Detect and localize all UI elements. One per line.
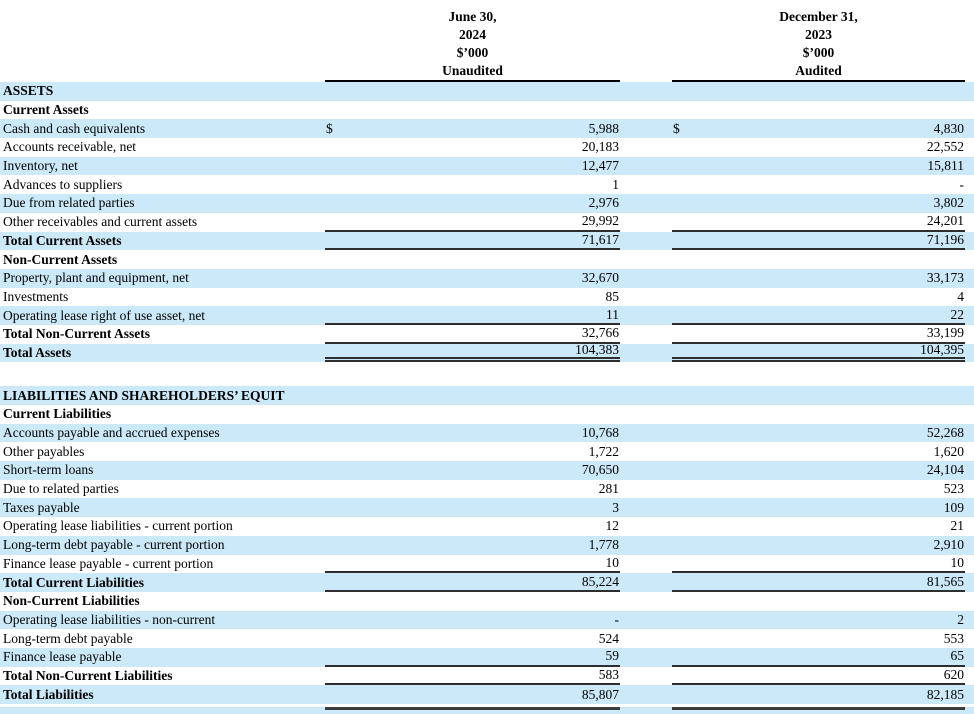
table-row: [0, 555, 974, 574]
value-jun-2024: 583: [598, 666, 619, 682]
table-row: [0, 517, 974, 536]
amount-cell-dec-2023: [672, 250, 965, 269]
table-row: [0, 325, 974, 344]
amount-cell-jun-2024: [325, 386, 620, 405]
amount-cell-jun-2024: [325, 344, 620, 363]
right-margin: [965, 386, 974, 405]
amount-cell-jun-2024: [325, 517, 620, 536]
amount-cell-jun-2024: [325, 157, 620, 176]
row-label: Due to related parties: [3, 481, 119, 497]
right-margin: [965, 592, 974, 611]
right-margin: [965, 194, 974, 213]
amount-cell-jun-2024: [325, 667, 620, 686]
value-dec-2023: 10: [950, 554, 964, 570]
value-dec-2023: 52,268: [926, 425, 964, 441]
column-gap: [620, 306, 672, 325]
column-gap: [620, 611, 672, 630]
column-gap: [620, 517, 672, 536]
row-label: LIABILITIES AND SHAREHOLDERS’ EQUIT: [3, 387, 285, 403]
value-jun-2024: 12: [605, 518, 619, 534]
column-gap: [620, 536, 672, 555]
amount-cell-dec-2023: [672, 536, 965, 555]
table-row: [0, 157, 974, 176]
table-row: [0, 119, 974, 138]
column-gap: [620, 442, 672, 461]
amount-cell-dec-2023: [672, 517, 965, 536]
value-jun-2024: 59: [605, 648, 619, 664]
amount-cell-jun-2024: [325, 629, 620, 648]
amount-cell-dec-2023: [672, 138, 965, 157]
amount-cell-jun-2024: [325, 194, 620, 213]
column-gap: [620, 119, 672, 138]
table-row: [0, 213, 974, 232]
value-dec-2023: 33,199: [926, 325, 964, 341]
value-dec-2023: 1,620: [933, 443, 964, 459]
section-header-row: [0, 250, 974, 269]
row-label: Long-term debt payable - current portion: [3, 537, 225, 553]
row-label: Total Current Liabilities: [3, 574, 145, 590]
row-label: Accounts payable and accrued expenses: [3, 425, 220, 441]
amount-cell-dec-2023: [672, 592, 965, 611]
right-margin: [965, 82, 974, 101]
row-label: Accounts receivable, net: [3, 139, 137, 155]
table-row: [0, 629, 974, 648]
table-row: [0, 667, 974, 686]
table-row: [0, 269, 974, 288]
value-jun-2024: 29,992: [581, 213, 619, 229]
amount-cell-dec-2023: [672, 707, 965, 714]
right-margin: [965, 573, 974, 592]
row-label: Total Liabilities: [3, 686, 94, 702]
table-row: [0, 232, 974, 251]
amount-cell-dec-2023: [672, 386, 965, 405]
value-dec-2023: 21: [950, 518, 964, 534]
amount-cell-jun-2024: [325, 573, 620, 592]
sliver-row: [0, 707, 974, 714]
row-label: Total Current Assets: [3, 232, 122, 248]
value-jun-2024: 10,768: [581, 425, 619, 441]
table-row: [0, 573, 974, 592]
row-label: Investments: [3, 288, 69, 304]
row-label: ASSETS: [3, 83, 54, 99]
value-jun-2024: -: [614, 611, 619, 627]
table-row: [0, 480, 974, 499]
column-gap: [620, 405, 672, 424]
table-row: [0, 685, 974, 704]
column-gap: [620, 667, 672, 686]
amount-cell-jun-2024: [325, 405, 620, 424]
column-gap: [620, 232, 672, 251]
amount-cell-dec-2023: [672, 269, 965, 288]
right-margin: [965, 498, 974, 517]
column-gap: [620, 386, 672, 405]
value-jun-2024: 32,670: [581, 270, 619, 286]
value-dec-2023: 65: [950, 648, 964, 664]
value-dec-2023: -: [959, 176, 964, 192]
amount-cell-jun-2024: [325, 175, 620, 194]
row-label: Operating lease liabilities - current portion: [3, 518, 233, 534]
table-row: [0, 461, 974, 480]
column-gap: [620, 175, 672, 194]
value-jun-2024: 70,650: [581, 462, 619, 478]
column-gap: [620, 461, 672, 480]
value-jun-2024: 5,988: [588, 120, 619, 136]
right-margin: [965, 175, 974, 194]
row-label: Total Non-Current Assets: [3, 326, 151, 342]
amount-cell-dec-2023: [672, 119, 965, 138]
amount-cell-dec-2023: [672, 461, 965, 480]
amount-cell-jun-2024: [325, 232, 620, 251]
right-margin: [965, 8, 974, 82]
table-row: [0, 442, 974, 461]
column-date: December 31,: [779, 9, 858, 24]
column-gap: [620, 8, 672, 82]
value-jun-2024: 104,383: [575, 342, 619, 358]
value-dec-2023: 109: [943, 499, 964, 515]
column-gap: [620, 555, 672, 574]
amount-cell-dec-2023: [672, 101, 965, 120]
amount-cell-dec-2023: [672, 288, 965, 307]
section-header-row: [0, 82, 974, 101]
amount-cell-jun-2024: [325, 685, 620, 704]
value-jun-2024: 2,976: [588, 195, 619, 211]
right-margin: [965, 405, 974, 424]
header-label-spacer: [0, 8, 325, 82]
value-jun-2024: 11: [606, 306, 619, 322]
value-jun-2024: 281: [598, 481, 619, 497]
value-dec-2023: 2,910: [933, 537, 964, 553]
row-label: Finance lease payable - current portion: [3, 555, 214, 571]
column-date: June 30,: [448, 9, 497, 24]
value-jun-2024: 85,224: [581, 573, 619, 589]
row-label: Other payables: [3, 443, 85, 459]
right-margin: [965, 269, 974, 288]
amount-cell-jun-2024: [325, 442, 620, 461]
column-gap: [620, 101, 672, 120]
right-margin: [965, 138, 974, 157]
value-dec-2023: 2: [957, 611, 964, 627]
column-year: 2024: [459, 27, 486, 43]
amount-cell-jun-2024: [325, 480, 620, 499]
amount-cell-jun-2024: [325, 611, 620, 630]
value-dec-2023: 4: [957, 288, 964, 304]
table-row: [0, 138, 974, 157]
column-gap: [620, 573, 672, 592]
table-row: [0, 648, 974, 667]
right-margin: [965, 344, 974, 363]
amount-cell-jun-2024: [325, 138, 620, 157]
amount-cell-dec-2023: [672, 573, 965, 592]
column-gap: [620, 424, 672, 443]
right-margin: [965, 480, 974, 499]
amount-cell-dec-2023: [672, 213, 965, 232]
value-dec-2023: 15,811: [927, 158, 964, 174]
value-dec-2023: 4,830: [933, 120, 964, 136]
amount-cell-jun-2024: [325, 648, 620, 667]
table-row: [0, 288, 974, 307]
value-jun-2024: 71,617: [581, 231, 619, 247]
column-gap: [620, 288, 672, 307]
amount-cell-dec-2023: [672, 344, 965, 363]
row-label: Finance lease payable: [3, 649, 122, 665]
row-label: Property, plant and equipment, net: [3, 270, 189, 286]
amount-cell-jun-2024: [325, 250, 620, 269]
amount-cell-dec-2023: [672, 424, 965, 443]
currency-symbol: $: [326, 120, 333, 136]
row-label: Operating lease right of use asset, net: [3, 307, 206, 323]
right-margin: [965, 707, 974, 714]
amount-cell-jun-2024: [325, 536, 620, 555]
right-margin: [965, 288, 974, 307]
section-header-row: [0, 101, 974, 120]
row-label: Total Non-Current Liabilities: [3, 667, 173, 683]
value-dec-2023: 81,565: [926, 573, 964, 589]
amount-cell-jun-2024: [325, 424, 620, 443]
amount-cell-dec-2023: [672, 480, 965, 499]
row-label: Operating lease liabilities - non-current: [3, 611, 216, 627]
amount-cell-jun-2024: [325, 707, 620, 714]
amount-cell-dec-2023: [672, 685, 965, 704]
table-row: [0, 536, 974, 555]
right-margin: [965, 536, 974, 555]
row-label: Taxes payable: [3, 499, 80, 515]
right-margin: [965, 101, 974, 120]
column-unit: $’000: [456, 45, 489, 61]
column-status: Unaudited: [442, 63, 503, 79]
right-margin: [965, 461, 974, 480]
amount-cell-dec-2023: [672, 442, 965, 461]
column-header-jun-2024: [325, 8, 620, 82]
right-margin: [965, 157, 974, 176]
amount-cell-dec-2023: [672, 498, 965, 517]
column-gap: [620, 157, 672, 176]
right-margin: [965, 611, 974, 630]
right-margin: [965, 442, 974, 461]
value-dec-2023: 620: [943, 666, 964, 682]
row-label: Cash and cash equivalents: [3, 120, 146, 136]
amount-cell-dec-2023: [672, 325, 965, 344]
amount-cell-jun-2024: [325, 325, 620, 344]
value-jun-2024: 524: [598, 630, 619, 646]
table-body: [0, 82, 974, 714]
amount-cell-jun-2024: [325, 461, 620, 480]
table-row: [0, 344, 974, 363]
table-row: [0, 194, 974, 213]
value-dec-2023: 104,395: [920, 342, 964, 358]
right-margin: [965, 685, 974, 704]
value-dec-2023: 71,196: [926, 231, 964, 247]
right-margin: [965, 517, 974, 536]
amount-cell-jun-2024: [325, 555, 620, 574]
column-gap: [620, 648, 672, 667]
row-label: Inventory, net: [3, 158, 78, 174]
column-header-dec-2023: [672, 8, 965, 82]
column-gap: [620, 250, 672, 269]
row-label: Advances to suppliers: [3, 176, 123, 192]
value-jun-2024: 32,766: [581, 325, 619, 341]
section-header-row: [0, 405, 974, 424]
value-dec-2023: 82,185: [926, 686, 964, 702]
amount-cell-jun-2024: [325, 288, 620, 307]
value-jun-2024: 1,722: [588, 443, 619, 459]
value-dec-2023: 553: [943, 630, 964, 646]
amount-cell-dec-2023: [672, 194, 965, 213]
column-status: Audited: [795, 63, 842, 79]
column-gap: [620, 480, 672, 499]
value-jun-2024: 10: [605, 554, 619, 570]
amount-cell-jun-2024: [325, 101, 620, 120]
value-jun-2024: 20,183: [581, 139, 619, 155]
amount-cell-jun-2024: [325, 119, 620, 138]
amount-cell-dec-2023: [672, 175, 965, 194]
value-dec-2023: 22: [950, 306, 964, 322]
amount-cell-jun-2024: [325, 269, 620, 288]
value-dec-2023: 24,201: [926, 213, 964, 229]
column-gap: [620, 269, 672, 288]
column-unit: $’000: [802, 45, 835, 61]
column-gap: [620, 685, 672, 704]
table-row: [0, 175, 974, 194]
row-label: Non-Current Assets: [3, 251, 118, 267]
amount-cell-dec-2023: [672, 555, 965, 574]
table-row: [0, 424, 974, 443]
spacer-row: [0, 362, 974, 386]
row-label: Other receivables and current assets: [3, 214, 198, 230]
right-margin: [965, 667, 974, 686]
right-margin: [965, 306, 974, 325]
table-header: [0, 0, 974, 82]
section-header-row: [0, 592, 974, 611]
right-margin: [965, 232, 974, 251]
value-jun-2024: 1: [612, 176, 619, 192]
row-label: Long-term debt payable: [3, 630, 133, 646]
amount-cell-dec-2023: [672, 306, 965, 325]
section-header-row: [0, 386, 974, 405]
value-dec-2023: 22,552: [926, 139, 964, 155]
row-label: Current Assets: [3, 102, 89, 118]
right-margin: [965, 555, 974, 574]
value-jun-2024: 3: [612, 499, 619, 515]
right-margin: [965, 250, 974, 269]
column-year: 2023: [805, 27, 832, 43]
amount-cell-dec-2023: [672, 611, 965, 630]
value-jun-2024: 12,477: [581, 158, 619, 174]
column-gap: [620, 325, 672, 344]
amount-cell-dec-2023: [672, 405, 965, 424]
amount-cell-dec-2023: [672, 667, 965, 686]
column-gap: [620, 592, 672, 611]
row-label: Current Liabilities: [3, 406, 112, 422]
amount-cell-dec-2023: [672, 82, 965, 101]
amount-cell-jun-2024: [325, 306, 620, 325]
amount-cell-jun-2024: [325, 82, 620, 101]
column-gap: [620, 344, 672, 363]
row-label: Total Assets: [3, 344, 72, 360]
right-margin: [965, 648, 974, 667]
right-margin: [965, 424, 974, 443]
amount-cell-jun-2024: [325, 498, 620, 517]
column-gap: [620, 707, 672, 714]
value-dec-2023: 33,173: [926, 270, 964, 286]
right-margin: [965, 119, 974, 138]
right-margin: [965, 325, 974, 344]
amount-cell-jun-2024: [325, 213, 620, 232]
table-row: [0, 611, 974, 630]
column-gap: [620, 213, 672, 232]
value-dec-2023: 24,104: [926, 462, 964, 478]
row-label: Short-term loans: [3, 462, 94, 478]
right-margin: [965, 213, 974, 232]
column-gap: [620, 138, 672, 157]
amount-cell-dec-2023: [672, 157, 965, 176]
value-dec-2023: 523: [943, 481, 964, 497]
amount-cell-dec-2023: [672, 629, 965, 648]
right-margin: [965, 629, 974, 648]
column-gap: [620, 194, 672, 213]
value-jun-2024: 85,807: [581, 686, 619, 702]
value-jun-2024: 1,778: [588, 537, 619, 553]
table-row: [0, 306, 974, 325]
row-label: Non-Current Liabilities: [3, 593, 140, 609]
value-jun-2024: 85: [605, 288, 619, 304]
row-label: Due from related parties: [3, 195, 135, 211]
amount-cell-dec-2023: [672, 232, 965, 251]
table-row: [0, 498, 974, 517]
amount-cell-jun-2024: [325, 592, 620, 611]
currency-symbol: $: [673, 120, 680, 136]
column-gap: [620, 498, 672, 517]
column-gap: [620, 82, 672, 101]
amount-cell-dec-2023: [672, 648, 965, 667]
value-dec-2023: 3,802: [933, 195, 964, 211]
column-gap: [620, 629, 672, 648]
